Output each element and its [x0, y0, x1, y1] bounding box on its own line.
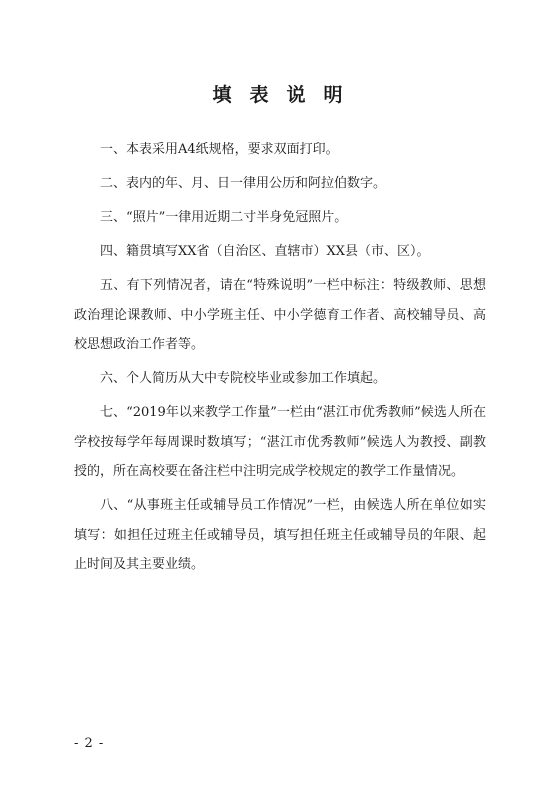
instruction-item-1: 一、本表采用A4纸规格，要求双面打印。 [100, 142, 339, 157]
instruction-item-2: 二、表内的年、月、日一律用公历和阿拉伯数字。 [100, 176, 387, 191]
instruction-item-7: 七、“2019年以来教学工作量”一栏由“湛江市优秀教师”候选人所在学校按每学年每周课时数填写；“湛江市优秀教师”候选人为教授、副教授的，所在高校要在备注栏中注明完成学校规定的教学工作量情况。 [74, 405, 486, 479]
instruction-item-4: 四、籍贯填写XX省（自治区、直辖市）XX县（市、区）。 [100, 244, 430, 259]
page-title: 填表说明 [212, 84, 361, 106]
instruction-item-5: 五、有下列情况者，请在“特殊说明”一栏中标注：特级教师、思想政治理论课教师、中小学班主任、中小学德育工作者、高校辅导员、高校思想政治工作者等。 [74, 278, 486, 352]
instruction-item-8: 八、“从事班主任或辅导员工作情况”一栏，由候选人所在单位如实填写：如担任过班主任或辅导员，填写担任班主任或辅导员的年限、起止时间及其主要业绩。 [74, 498, 486, 572]
page-number: - 2 - [74, 736, 105, 751]
instruction-item-3: 三、“照片”一律用近期二寸半身免冠照片。 [100, 210, 348, 225]
instructions-body [74, 135, 486, 584]
instruction-item-6: 六、个人简历从大中专院校毕业或参加工作填起。 [100, 371, 387, 386]
